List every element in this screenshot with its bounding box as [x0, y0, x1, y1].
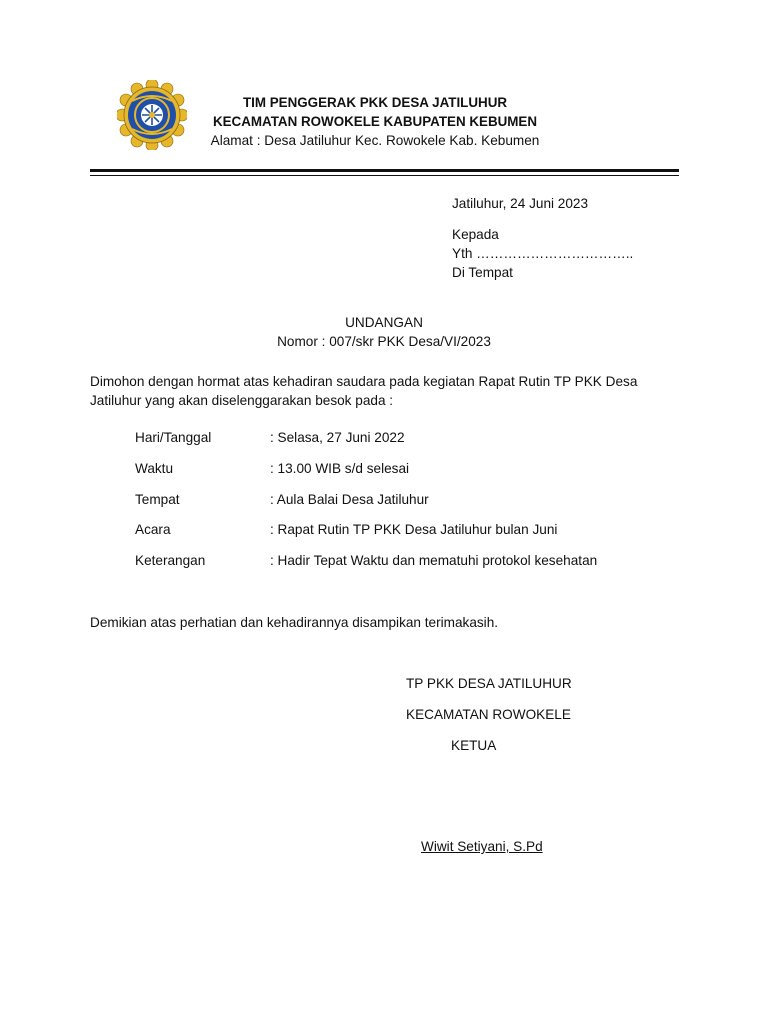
kebumen-regency-emblem-icon: [117, 80, 187, 150]
signature-district: KECAMATAN ROWOKELE: [406, 707, 571, 722]
detail-label: Waktu: [135, 461, 174, 476]
recipient-name: Yth ……………………………..: [452, 246, 634, 261]
header-address: Alamat : Desa Jatiluhur Kec. Rowokele Kab. Kebumen: [210, 133, 540, 148]
signature-organization: TP PKK DESA JATILUHUR: [406, 676, 572, 691]
detail-label: Hari/Tanggal: [135, 430, 212, 445]
letter-number: Nomor : 007/skr PKK Desa/VI/2023: [277, 334, 491, 349]
detail-label: Acara: [135, 522, 171, 537]
signature-role: KETUA: [451, 738, 497, 753]
letter-title: UNDANGAN: [345, 315, 423, 330]
closing-paragraph: Demikian atas perhatian dan kehadirannya disampikan terimakasih.: [90, 615, 499, 630]
header-divider-thick: [90, 169, 679, 172]
signatory-name: Wiwit Setiyani, S.Pd: [421, 839, 543, 854]
detail-value: : Aula Balai Desa Jatiluhur: [270, 492, 429, 507]
place-date: Jatiluhur, 24 Juni 2023: [452, 196, 589, 211]
recipient-label: Kepada: [452, 227, 499, 242]
detail-value: : Hadir Tepat Waktu dan mematuhi protokol kesehatan: [270, 553, 598, 568]
recipient-place: Di Tempat: [452, 265, 513, 280]
detail-value: : Selasa, 27 Juni 2022: [270, 430, 405, 445]
header-district: KECAMATAN ROWOKELE KABUPATEN KEBUMEN: [212, 114, 538, 129]
opening-paragraph: Dimohon dengan hormat atas kehadiran saudara pada kegiatan Rapat Rutin TP PKK Desa Jatiluhur yang akan diselenggarakan besok pada :: [90, 374, 638, 408]
header-divider-thin: [90, 175, 679, 176]
detail-value: : 13.00 WIB s/d selesai: [270, 461, 410, 476]
detail-value: : Rapat Rutin TP PKK Desa Jatiluhur bulan Juni: [270, 522, 558, 537]
detail-label: Tempat: [135, 492, 180, 507]
header-organization: TIM PENGGERAK PKK DESA JATILUHUR: [242, 95, 508, 110]
detail-label: Keterangan: [135, 553, 206, 568]
